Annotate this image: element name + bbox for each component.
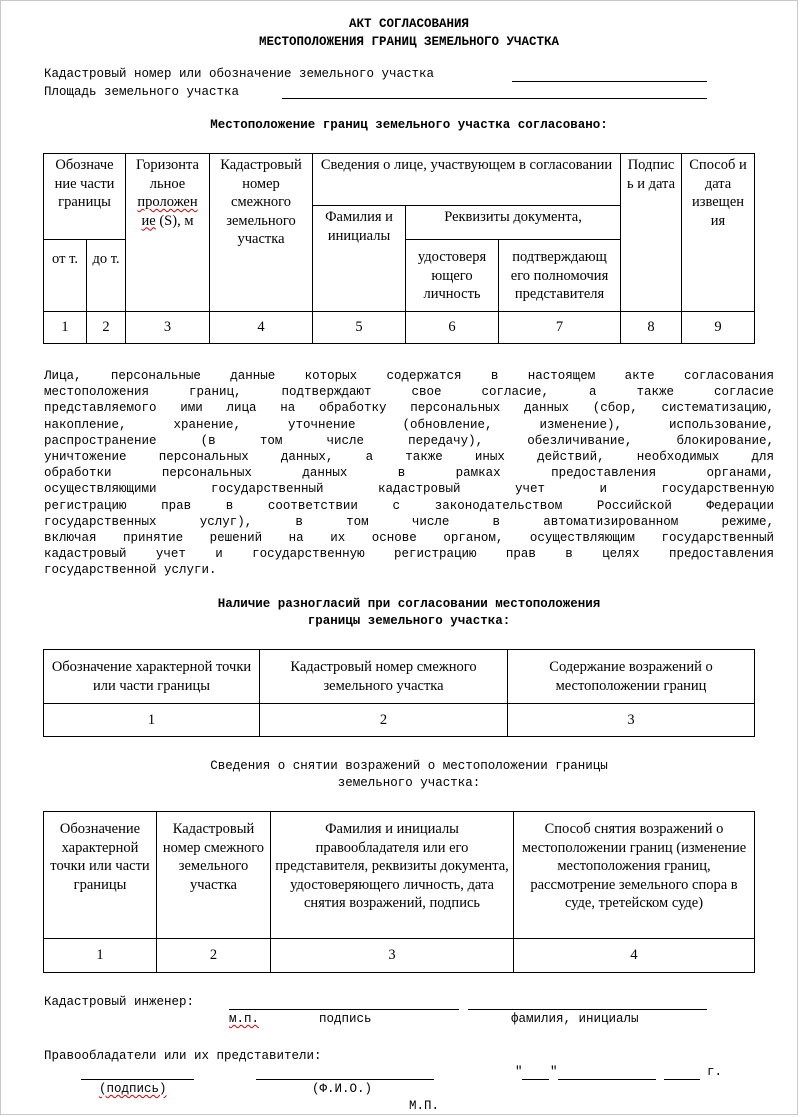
holder-name-field[interactable]: [256, 1079, 434, 1080]
document-subtitle: МЕСТОПОЛОЖЕНИЯ ГРАНИЦ ЗЕМЕЛЬНОГО УЧАСТКА: [258, 35, 560, 49]
consent-line: государственных услуг), в том числе в автоматизированном режиме,: [44, 514, 774, 529]
consent-line: накопление, хранение, уточнение (обновление, изменение), использование,: [44, 417, 774, 432]
seal-text: м.п.: [229, 1012, 260, 1026]
table-number-cell: 4: [210, 312, 313, 344]
engineer-name-field[interactable]: [468, 1009, 707, 1010]
holder-signature-field[interactable]: [81, 1079, 194, 1080]
table-number-cell: 1: [44, 704, 260, 737]
date-month-field[interactable]: [558, 1079, 656, 1080]
consent-line: регистрацию прав в соответствии с законодательством Российской Федерации: [44, 498, 774, 513]
header-identity-document: удостоверя ющего личность: [406, 240, 499, 312]
signature-caption: подпись: [319, 1012, 372, 1026]
header-signature-date: Подпис ь и дата: [621, 154, 682, 312]
header-holder-details: Фамилия и инициалы правообладателя или его представителя, реквизиты документа, удостоверяющего личность, дата снятия возражений, подпись: [271, 812, 514, 939]
header-authority-document: подтверждающ его полномочия представителя: [499, 240, 621, 312]
spellcheck-squiggle: проложен ие: [137, 194, 198, 229]
consent-line: обработки персональных данных в рамках предоставления органами,: [44, 466, 774, 481]
consent-line: кадастровый учет и государственную регистрацию прав в целях предоставления: [44, 547, 774, 562]
consent-line: местоположения границ, подтверждают свое согласие, а также согласие: [44, 385, 774, 400]
table-number-cell: 2: [87, 312, 126, 344]
disagreements-table: [43, 649, 755, 737]
table-number-cell: 2: [157, 939, 271, 973]
consent-line: представляемого ими лица на обработку персональных данных (сбор, систематизацию,: [44, 401, 774, 416]
table-number-cell: 9: [682, 312, 755, 344]
year-suffix: г.: [707, 1065, 723, 1079]
objections-removal-heading-line2: земельного участка:: [337, 776, 481, 790]
table-number-cell: 3: [508, 704, 755, 737]
table-number-cell: 3: [126, 312, 210, 344]
date-year-field[interactable]: [664, 1079, 700, 1080]
seal-mark: [229, 1012, 259, 1026]
area-label: Площадь земельного участка: [44, 85, 240, 99]
consent-line: осуществляющими государственный кадастровый учет и государственную: [44, 482, 774, 497]
holder-signature-caption-text: (подпись): [99, 1082, 167, 1096]
consent-paragraph: [44, 368, 774, 579]
engineer-label: Кадастровый инженер:: [44, 995, 195, 1009]
header-to-point: до т.: [87, 240, 126, 312]
table-number-cell: 2: [260, 704, 508, 737]
header-objection-content: Содержание возражений о местоположении границ: [508, 650, 755, 704]
section-agreement-heading: Местоположение границ земельного участка согласовано:: [210, 118, 608, 132]
table-number-cell: 1: [44, 939, 157, 973]
bottom-seal-mark: М.П.: [409, 1099, 440, 1113]
table-number-cell: 7: [499, 312, 621, 344]
disagreements-heading: Наличие разногласий при согласовании местоположения: [217, 597, 601, 611]
header-adjacent-cadastral: Кадастровый номер смежного земельного участка: [210, 154, 313, 312]
table-number-cell: 3: [271, 939, 514, 973]
holder-signature-caption: [99, 1082, 167, 1096]
agreement-table: [43, 153, 755, 344]
date-quote-open: ": [515, 1065, 523, 1079]
header-point-designation: Обозначение характерной точки или части границы: [44, 650, 260, 704]
table-number-cell: 6: [406, 312, 499, 344]
table-number-cell: 8: [621, 312, 682, 344]
area-field[interactable]: [282, 98, 707, 99]
engineer-signature-field[interactable]: [229, 1009, 459, 1010]
table-number-cell: 4: [514, 939, 755, 973]
header-removal-method: Способ снятия возражений о местоположении границ (изменение местоположения границ, рассмотрение земельного спора в суде, третейском суде): [514, 812, 755, 939]
name-caption: фамилия, инициалы: [511, 1012, 639, 1026]
table-number-cell: 1: [44, 312, 87, 344]
holders-label: Правообладатели или их представители:: [44, 1049, 322, 1063]
date-day-field[interactable]: [522, 1079, 549, 1080]
header-name-initials: Фамилия и инициалы: [313, 206, 406, 312]
cadastral-number-field[interactable]: [512, 81, 707, 82]
holder-name-caption: (Ф.И.О.): [312, 1082, 373, 1096]
header-notice-method: Способ и дата извещен ия: [682, 154, 755, 312]
date-quote-close: ": [550, 1065, 558, 1079]
header-boundary-part: Обозначе ние части границы: [44, 154, 126, 240]
header-from-point: от т.: [44, 240, 87, 312]
header-adjacent-cadastral: Кадастровый номер смежного земельного участка: [260, 650, 508, 704]
objections-removal-heading: Сведения о снятии возражений о местоположении границы: [210, 759, 608, 773]
table-number-cell: 5: [313, 312, 406, 344]
cadastral-number-label: Кадастровый номер или обозначение земельного участка: [44, 67, 435, 81]
header-horizontal-distance: [126, 154, 210, 312]
consent-line: Лица, персональные данные которых содержатся в настоящем акте согласования: [44, 369, 774, 383]
consent-line: уничтожение персональных данных, а также иных действий, необходимых для: [44, 450, 774, 465]
document-title: АКТ СОГЛАСОВАНИЯ: [348, 17, 470, 31]
disagreements-heading-line2: границы земельного участка:: [307, 614, 511, 628]
header-point-designation: Обозначение характерной точки или части границы: [44, 812, 157, 939]
objections-removal-table: [43, 811, 755, 973]
header-document-requisites: Реквизиты документа,: [406, 206, 621, 240]
consent-line: государственной услуги.: [44, 563, 217, 578]
consent-line: включая принятие решений на их основе органом, осуществляющим государственный: [44, 531, 774, 546]
header-adjacent-cadastral: Кадастровый номер смежного земельного участка: [157, 812, 271, 939]
header-person-info: Сведения о лице, участвующем в согласовании: [313, 154, 621, 206]
consent-line: распространение (в том числе передачу), обезличивание, блокирование,: [44, 433, 774, 448]
horizontal-distance-text: Горизонта льное проложен ие (S), м: [136, 157, 199, 229]
